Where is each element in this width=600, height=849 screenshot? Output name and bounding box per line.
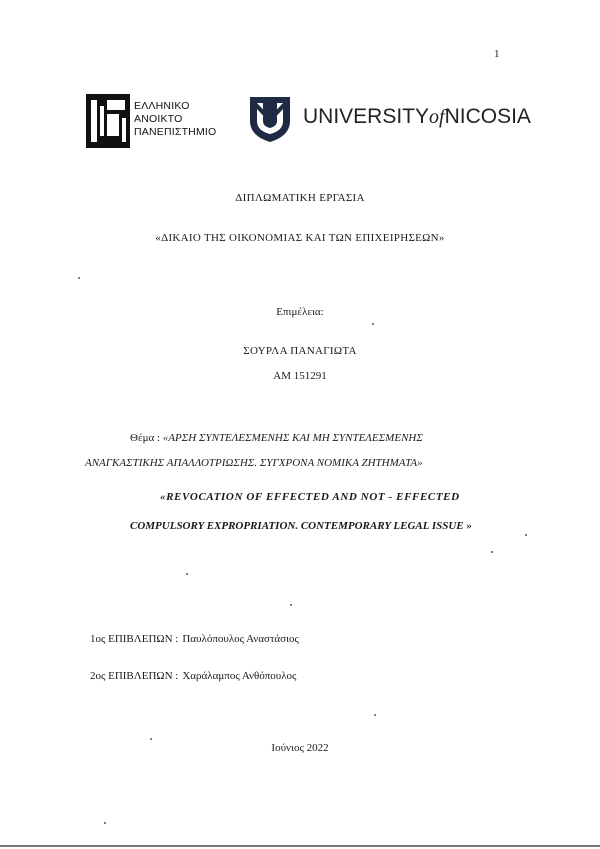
- scan-speck: [372, 323, 374, 325]
- subject-english-line-1: «REVOCATION OF EFFECTED AND NOT - EFFECTED: [160, 491, 460, 503]
- supervisor-2-label: 2ος ΕΠΙΒΛΕΠΩΝ :: [90, 670, 179, 682]
- subject-greek-line-2: ΑΝΑΓΚΑΣΤΙΚΗΣ ΑΠΑΛΛΟΤΡΙΩΣΗΣ. ΣΥΓΧΡΟΝΑ ΝΟΜΙΚΑ ΖΗΤΗΜΑΤΑ»: [85, 457, 423, 469]
- scan-speck: [104, 822, 106, 824]
- subject-greek-text-1: «ΑΡΣΗ ΣΥΝΤΕΛΕΣΜΕΝΗΣ ΚΑΙ ΜΗ ΣΥΝΤΕΛΕΣΜΕΝΗΣ: [162, 432, 423, 444]
- subject-english-line-2: COMPULSORY EXPROPRIATION. CONTEMPORARY LEGAL ISSUE »: [130, 520, 472, 532]
- scan-speck: [290, 604, 292, 606]
- supervisor-2-name: Χαράλαμπος Ανθόπουλος: [182, 670, 297, 682]
- scan-speck: [491, 551, 493, 553]
- university-of-nicosia-logo: [248, 95, 548, 145]
- scan-speck: [78, 277, 80, 279]
- supervisor-2: [90, 670, 296, 682]
- eap-logo-line: ΠΑΝΕΠΙΣΤΗΜΙΟ: [134, 126, 217, 138]
- subject-label: Θέμα :: [130, 432, 161, 444]
- scan-speck: [186, 573, 188, 575]
- supervision-label: Επιμέλεια:: [276, 306, 324, 318]
- subject-greek-line-1: [130, 432, 423, 444]
- student-id: ΑΜ 151291: [273, 370, 327, 382]
- scan-speck: [374, 714, 376, 716]
- document-title: ΔΙΠΛΩΜΑΤΙΚΗ ΕΡΓΑΣΙΑ: [235, 192, 365, 204]
- student-name: ΣΟΥΡΛΑ ΠΑΝΑΓΙΩΤΑ: [243, 345, 357, 357]
- eap-logo-mark-icon: [86, 94, 130, 148]
- scan-speck: [150, 738, 152, 740]
- unic-shield-icon: [248, 95, 292, 143]
- scan-speck: [525, 534, 527, 536]
- unic-wordmark-suffix: NICOSIA: [444, 105, 531, 128]
- scan-edge-line: [0, 845, 600, 847]
- unic-wordmark-of: of: [429, 106, 445, 128]
- supervisor-1-name: Παυλόπουλος Αναστάσιος: [182, 633, 299, 645]
- eap-logo-text: [134, 100, 216, 139]
- unic-wordmark: [303, 105, 531, 129]
- page-number: 1: [494, 48, 500, 60]
- program-title: «ΔΙΚΑΙΟ ΤΗΣ ΟΙΚΟΝΟΜΙΑΣ ΚΑΙ ΤΩΝ ΕΠΙΧΕΙΡΗΣΕΩΝ»: [155, 232, 445, 244]
- document-date: Ιούνιος 2022: [271, 742, 329, 754]
- hellenic-open-university-logo: [86, 94, 231, 150]
- eap-logo-line: ΕΛΛΗΝΙΚΟ: [134, 100, 190, 112]
- supervisor-1: [90, 633, 299, 645]
- eap-logo-line: ΑΝΟΙΚΤΟ: [134, 113, 183, 125]
- supervisor-1-label: 1ος ΕΠΙΒΛΕΠΩΝ :: [90, 633, 179, 645]
- unic-wordmark-prefix: UNIVERSITY: [303, 105, 430, 128]
